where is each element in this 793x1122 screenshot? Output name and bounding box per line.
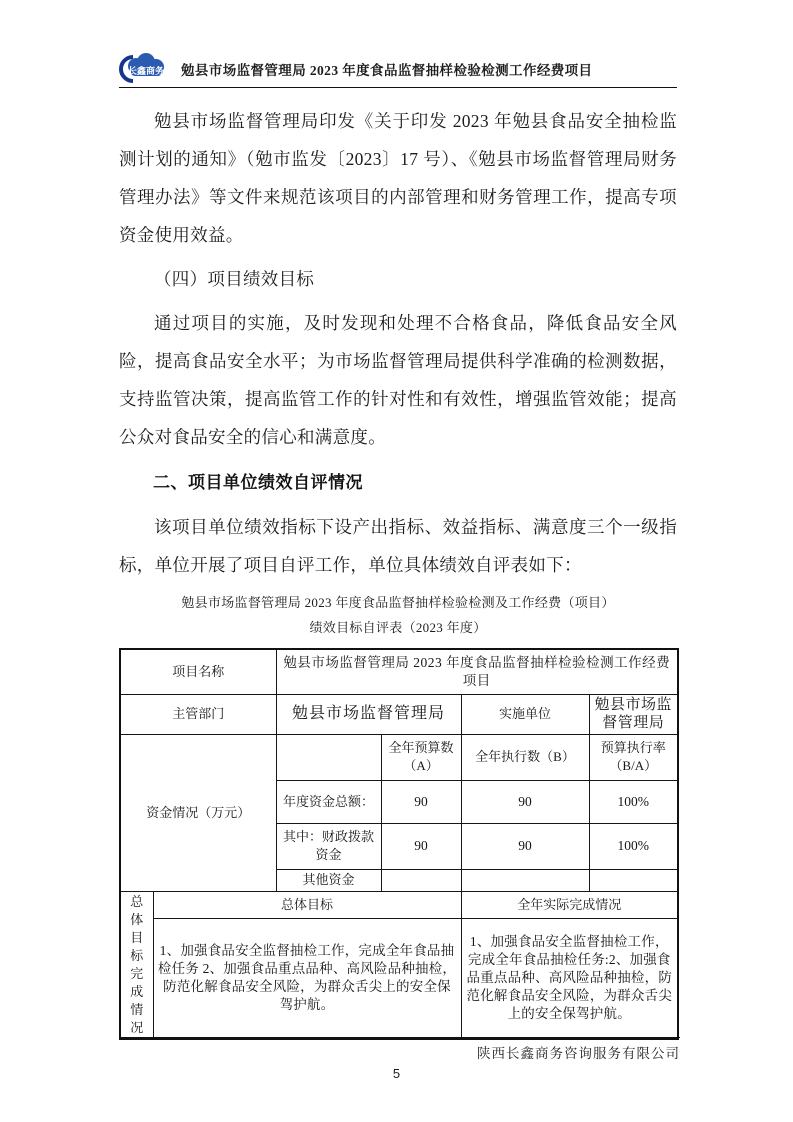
changxin-cloud-logo-icon bbox=[119, 51, 167, 87]
overall-goal-text: 1、加强食品安全监督抽检工作，完成全年食品抽检任务 2、加强食品重点品种、高风险品种抽检，防范化解食品安全风险，为群众舌尖上的安全保驾护航。 bbox=[153, 918, 461, 1038]
rate-value: 100% bbox=[589, 780, 678, 823]
overall-goal-side-label: 总体目标完成情况 bbox=[120, 891, 153, 1039]
table-row-departments bbox=[120, 694, 678, 734]
table-row-overall-content bbox=[120, 918, 678, 1038]
budget-value: 90 bbox=[381, 823, 461, 869]
section-2-heading: 二、项目单位绩效自评情况 bbox=[153, 473, 363, 492]
table-row-funding-header bbox=[120, 734, 678, 780]
footer-divider bbox=[120, 1037, 680, 1038]
footer-company: 陕西长鑫商务咨询服务有限公司 bbox=[477, 1046, 680, 1061]
table-row-project-name bbox=[120, 649, 678, 694]
budget-value: 90 bbox=[381, 780, 461, 823]
row-label: 其他资金 bbox=[276, 869, 381, 891]
logo-text: 长鑫商务 bbox=[127, 66, 165, 76]
col-header-rate: 预算执行率（B/A） bbox=[589, 734, 678, 780]
col-header-executed: 全年执行数（B） bbox=[461, 734, 589, 780]
funding-empty-cell bbox=[276, 734, 381, 780]
overall-actual-text: 1、加强食品安全监督抽检工作，完成全年食品抽检任务:2、加强食品重点品种、高风险品种抽检，防范化解食品安全风险，为群众舌尖上的安全保驾护航。 bbox=[461, 918, 678, 1038]
header-divider bbox=[119, 87, 677, 88]
overall-actual-header: 全年实际完成情况 bbox=[461, 891, 678, 918]
paragraph-subheading-4: （四）项目绩效目标 bbox=[154, 269, 315, 289]
overall-goal-header: 总体目标 bbox=[153, 891, 461, 918]
paragraph-regulations: 勉县市场监督管理局印发《关于印发 2023 年勉县食品安全抽检监测计划的通知》（勉市监发〔2023〕17 号）、《勉县市场监督管理局财务管理办法》等文件来规范该项目的内部管理和财务管理工作，提高专项资金使用效益。 bbox=[119, 111, 677, 245]
budget-value bbox=[381, 869, 461, 891]
rate-value: 100% bbox=[589, 823, 678, 869]
page-header bbox=[119, 50, 677, 88]
table-caption bbox=[119, 590, 677, 640]
row-label: 其中：财政拨款资金 bbox=[276, 823, 381, 869]
dept-label: 主管部门 bbox=[120, 694, 276, 734]
rate-value bbox=[589, 869, 678, 891]
col-header-budget: 全年预算数（A） bbox=[381, 734, 461, 780]
table-caption-line1: 勉县市场监督管理局 2023 年度食品监督抽样检验检测及工作经费（项目） bbox=[181, 595, 615, 610]
page-number: 5 bbox=[392, 1066, 401, 1081]
executed-value: 90 bbox=[461, 780, 589, 823]
paragraph-performance-goal: 通过项目的实施，及时发现和处理不合格食品，降低食品安全风险，提高食品安全水平；为市场监督管理局提供科学准确的检测数据，支持监管决策，提高监管工作的针对性和有效性，增强监管效能；提高公众对食品安全的信心和满意度。 bbox=[119, 313, 677, 447]
document-body bbox=[119, 96, 677, 1040]
project-name-value: 勉县市场监督管理局 2023 年度食品监督抽样检验检测工作经费项目 bbox=[276, 649, 678, 694]
executed-value bbox=[461, 869, 589, 891]
self-evaluation-table bbox=[119, 648, 679, 1040]
funding-label: 资金情况（万元） bbox=[120, 734, 276, 891]
header-title: 勉县市场监督管理局 2023 年度食品监督抽样检验检测工作经费项目 bbox=[181, 63, 593, 78]
dept-value: 勉县市场监督管理局 bbox=[276, 694, 461, 734]
row-label: 年度资金总额： bbox=[276, 780, 381, 823]
table-row-overall-header bbox=[120, 891, 678, 918]
table-caption-line2: 绩效目标自评表（2023 年度） bbox=[309, 620, 487, 635]
paragraph-self-eval-intro: 该项目单位绩效指标下设产出指标、效益指标、满意度三个一级指标，单位开展了项目自评工作，单位具体绩效自评表如下： bbox=[119, 517, 677, 575]
executed-value: 90 bbox=[461, 823, 589, 869]
impl-unit-label: 实施单位 bbox=[461, 694, 589, 734]
project-name-label: 项目名称 bbox=[120, 649, 276, 694]
impl-unit-value: 勉县市场监督管理局 bbox=[589, 694, 678, 734]
